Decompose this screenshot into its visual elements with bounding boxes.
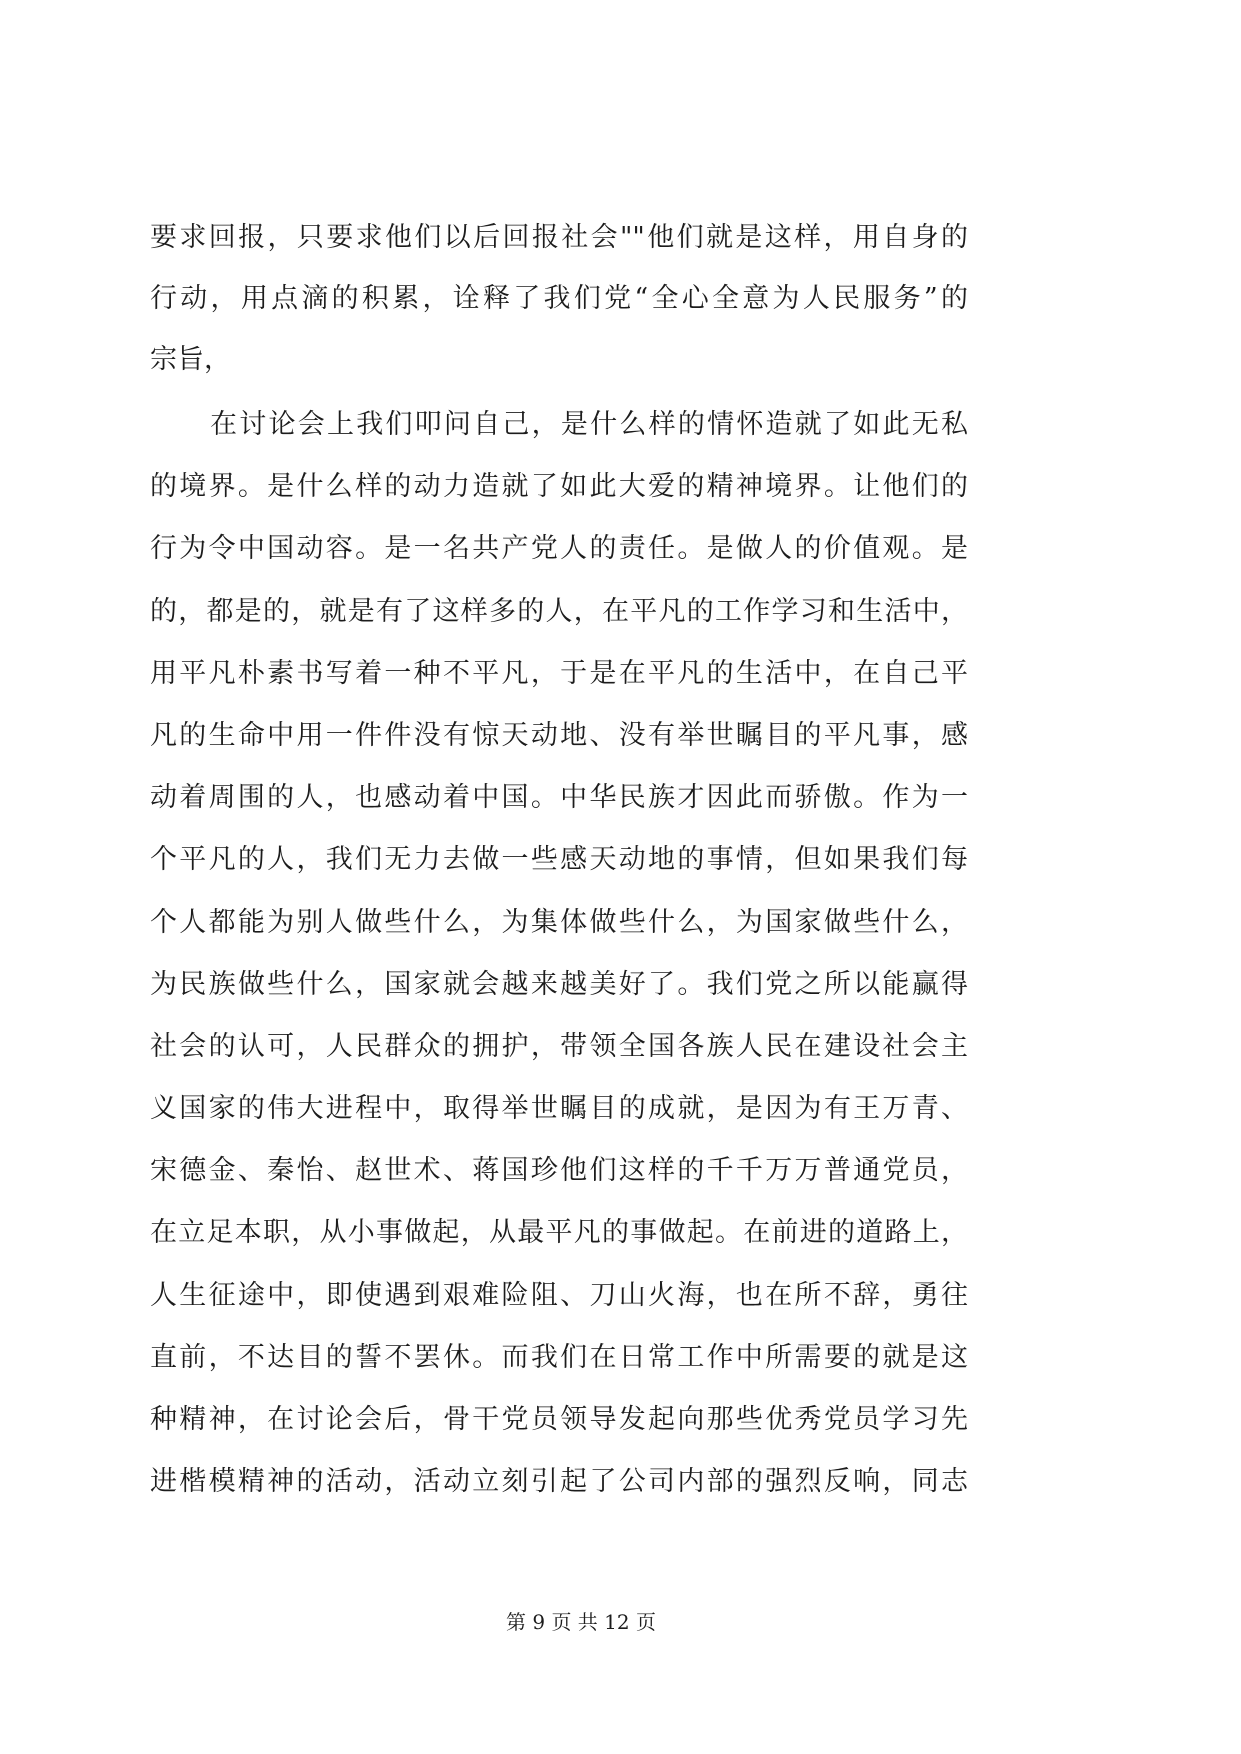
page-number-footer: 第 9 页 共 12 页 bbox=[506, 1610, 656, 1634]
text-line: 的境界。是什么样的动力造就了如此大爱的精神境界。让他们的 bbox=[150, 471, 968, 503]
text-line: 社会的认可，人民群众的拥护，带领全国各族人民在建设社会主 bbox=[150, 1030, 968, 1062]
text-line: 进楷模精神的活动，活动立刻引起了公司内部的强烈反响，同志 bbox=[150, 1466, 968, 1498]
text-line: 义国家的伟大进程中，取得举世瞩目的成就，是因为有王万青、 bbox=[150, 1093, 968, 1125]
text-line: 个人都能为别人做些什么，为集体做些什么，为国家做些什么， bbox=[150, 906, 968, 938]
text-line: 个平凡的人，我们无力去做一些感天动地的事情，但如果我们每 bbox=[150, 844, 968, 876]
text-line: 动着周围的人，也感动着中国。中华民族才因此而骄傲。作为一 bbox=[150, 782, 968, 814]
text-line: 在讨论会上我们叩问自己，是什么样的情怀造就了如此无私 bbox=[210, 409, 968, 440]
text-line: 为民族做些什么，国家就会越来越美好了。我们党之所以能赢得 bbox=[150, 968, 968, 1000]
text-line: 用平凡朴素书写着一种不平凡，于是在平凡的生活中，在自己平 bbox=[150, 657, 968, 689]
text-line: 行为令中国动容。是一名共产党人的责任。是做人的价值观。是 bbox=[150, 533, 968, 565]
text-line: 宗旨， bbox=[150, 344, 231, 375]
text-line: 种精神，在讨论会后，骨干党员领导发起向那些优秀党员学习先 bbox=[150, 1404, 968, 1435]
text-line: 的，都是的，就是有了这样多的人，在平凡的工作学习和生活中， bbox=[150, 595, 968, 627]
text-line: 在立足本职，从小事做起，从最平凡的事做起。在前进的道路上， bbox=[150, 1217, 968, 1249]
paragraph bbox=[150, 207, 968, 390]
paragraph bbox=[150, 394, 968, 1513]
text-line: 凡的生命中用一件件没有惊天动地、没有举世瞩目的平凡事，感 bbox=[150, 719, 968, 751]
text-line: 行动，用点滴的积累，诠释了我们党“全心全意为人民服务”的 bbox=[150, 283, 968, 314]
text-line: 直前，不达目的誓不罢休。而我们在日常工作中所需要的就是这 bbox=[150, 1341, 968, 1373]
text-line: 要求回报，只要求他们以后回报社会""他们就是这样，用自身的 bbox=[150, 222, 968, 253]
text-line: 人生征途中，即使遇到艰难险阻、刀山火海，也在所不辞，勇往 bbox=[150, 1279, 968, 1311]
text-line: 宋德金、秦怡、赵世术、蒋国珍他们这样的千千万万普通党员， bbox=[150, 1155, 968, 1187]
